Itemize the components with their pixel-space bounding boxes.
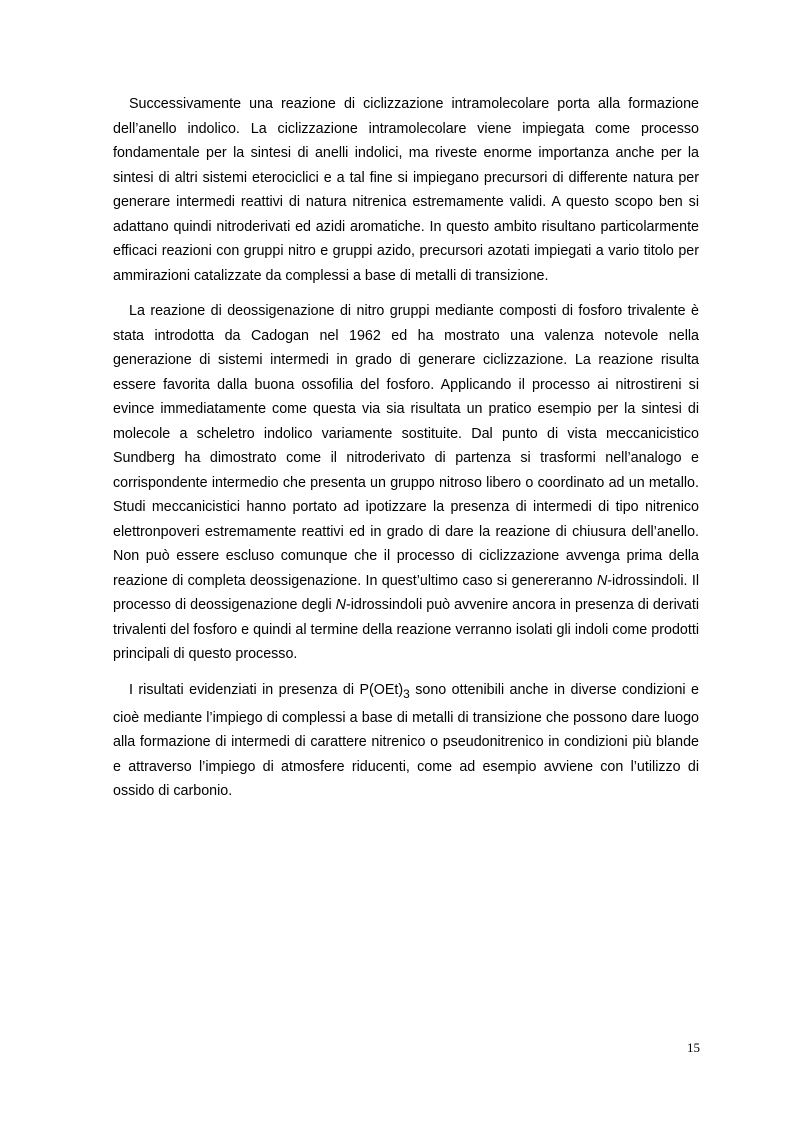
subscript-3: 3 <box>403 686 410 701</box>
paragraph-2-text-a: La reazione di deossigenazione di nitro gruppi mediante composti di fosforo trivalente è stata introdotta da Cadogan nel 1962 ed ha mostrato una valenza notevole nella generazione di sistemi intermedi in grado di generare ciclizzazione. La reazione risulta essere favorita dalla buona ossofilia del fosforo. Applicando il processo ai nitrostireni si evince immediatamente come questa via sia risultata un pratico esempio per la sintesi di molecole a scheletro indolico variamente sostituite. Dal punto di vista meccanicistico Sundberg ha dimostrato come il nitroderivato di partenza si trasformi nell’analogo e corrispondente intermedio che presenta un gruppo nitroso libero o coordinato ad un metallo. Studi meccanicistici hanno portato ad ipotizzare la presenza di intermedi di tipo nitrenico elettronpoveri estremamente reattivi ed in grado di dare la reazione di chiusura dell’anello. Non può essere escluso comunque che il processo di ciclizzazione avvenga prima della reazione di completa deossigenazione. In quest’ultimo caso si genereranno <box>113 303 699 589</box>
paragraph-2 <box>113 299 699 667</box>
body-text <box>113 92 699 815</box>
page-number: 15 <box>687 1040 700 1055</box>
paragraph-3 <box>113 678 699 804</box>
n-italic-2: N <box>335 597 346 613</box>
paragraph-1-text: Successivamente una reazione di ciclizzazione intramolecolare porta alla formazione dell’anello indolico. La ciclizzazione intramolecolare viene impiegata come processo fondamentale per la sintesi di anelli indolici, ma riveste enorme importanza anche per la sintesi di altri sistemi eterociclici e a tal fine si impiegano precursori di differente natura per generare intermedi reattivi di natura nitrenica estremamente validi. A questo scopo ben si adattano quindi nitroderivati ed azidi aromatiche. In questo ambito risultano particolarmente efficaci reazioni con gruppi nitro e gruppi azido, precursori azotati impiegati a vario titolo per ammirazioni catalizzate da complessi a base di metalli di transizione. <box>113 96 699 284</box>
n-italic-1: N <box>596 572 608 589</box>
paragraph-3-text-b: sono ottenibili anche in diverse condizioni e cioè mediante l’impiego di complessi a base di metalli di transizione che possono dare luogo alla formazione di intermedi di carattere nitrenico o pseudonitrenico in condizioni più blande e attraverso l’impiego di atmosfere riducenti, come ad esempio avviene con l’utilizzo di ossido di carbonio. <box>113 681 699 800</box>
paragraph-1 <box>113 92 699 288</box>
paragraph-2-text-c: -idrossindoli può avvenire ancora in presenza di derivati trivalenti del fosforo e quindi al termine della reazione verranno isolati gli indoli come prodotti principali di questo processo. <box>113 597 700 662</box>
paragraph-3-text-a: I risultati evidenziati in presenza di P(OEt) <box>129 681 404 698</box>
paragraph-2-text-b: -idrossindoli. Il processo di deossigenazione degli <box>113 572 699 613</box>
